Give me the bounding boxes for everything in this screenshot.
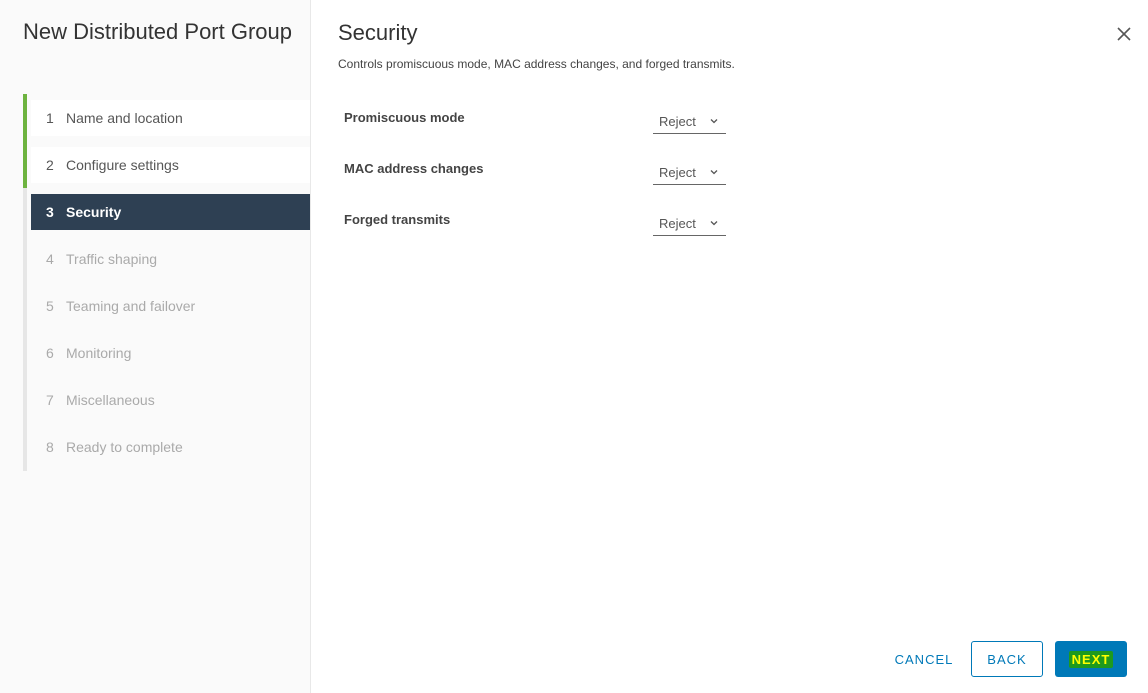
step-configure-settings[interactable] (31, 147, 310, 183)
field-mac-address-changes (344, 157, 744, 187)
steps-rail-completed (23, 94, 27, 188)
step-number: 2 (46, 157, 54, 173)
forged-transmits-select[interactable] (653, 212, 726, 236)
wizard-title: New Distributed Port Group (23, 19, 292, 44)
step-label: Traffic shaping (66, 251, 158, 267)
chevron-down-icon (709, 218, 719, 228)
step-number: 4 (46, 251, 54, 267)
step-label: Security (66, 204, 122, 220)
back-button[interactable]: BACK (971, 641, 1043, 677)
step-monitoring (31, 335, 310, 371)
field-promiscuous-mode (344, 106, 744, 136)
field-forged-transmits (344, 208, 744, 238)
field-label: MAC address changes (344, 161, 484, 176)
step-name-and-location[interactable] (31, 100, 310, 136)
next-button[interactable] (1055, 641, 1127, 677)
step-number: 5 (46, 298, 54, 314)
page-description: Controls promiscuous mode, MAC address changes, and forged transmits. (338, 57, 735, 71)
field-label: Forged transmits (344, 212, 451, 227)
step-number: 7 (46, 392, 54, 408)
cancel-button[interactable]: CANCEL (894, 651, 954, 667)
step-ready-to-complete (31, 429, 310, 465)
step-number: 3 (46, 204, 54, 220)
chevron-down-icon (709, 116, 719, 126)
step-label: Ready to complete (66, 439, 183, 455)
select-value: Reject (659, 114, 696, 129)
step-teaming-and-failover (31, 288, 310, 324)
step-label: Monitoring (66, 345, 132, 361)
promiscuous-mode-select[interactable] (653, 110, 726, 134)
step-label: Configure settings (66, 157, 179, 173)
wizard-steps (23, 94, 310, 471)
step-traffic-shaping (31, 241, 310, 277)
step-label: Teaming and failover (66, 298, 196, 314)
select-value: Reject (659, 165, 696, 180)
select-value: Reject (659, 216, 696, 231)
mac-address-changes-select[interactable] (653, 161, 726, 185)
step-label: Miscellaneous (66, 392, 155, 408)
step-miscellaneous (31, 382, 310, 418)
chevron-down-icon (709, 167, 719, 177)
step-number: 1 (46, 110, 54, 126)
field-label: Promiscuous mode (344, 110, 465, 125)
page-title: Security (338, 20, 418, 45)
wizard-main (312, 0, 1148, 693)
step-security[interactable] (31, 194, 310, 230)
step-number: 8 (46, 439, 54, 455)
close-icon[interactable] (1114, 24, 1134, 44)
step-label: Name and location (66, 110, 183, 126)
next-button-label: NEXT (1069, 651, 1114, 668)
step-number: 6 (46, 345, 54, 361)
wizard-sidebar (0, 0, 311, 693)
